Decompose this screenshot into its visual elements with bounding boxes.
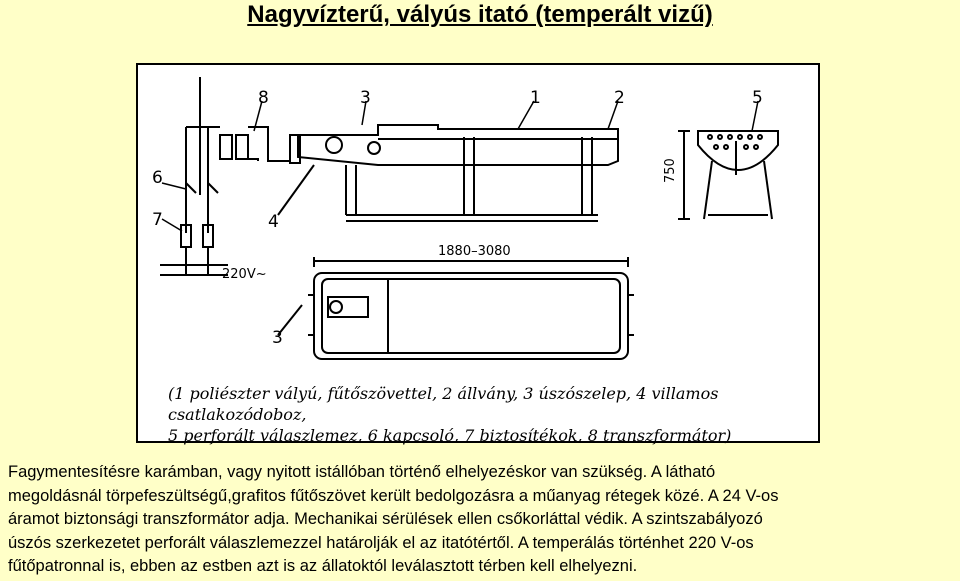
label-3-top: 3 xyxy=(360,88,371,108)
label-8: 8 xyxy=(258,88,269,108)
label-4: 4 xyxy=(268,212,279,232)
dimension-height: 750 xyxy=(663,158,678,183)
label-6: 6 xyxy=(152,168,163,188)
label-2: 2 xyxy=(614,88,625,108)
caption-line-2: 5 perforált válaszlemez, 6 kapcsoló, 7 biztosítékok, 8 transzformátor) xyxy=(168,426,732,445)
caption-line-1: (1 poliészter vályú, fűtőszövettel, 2 állvány, 3 úszószelep, 4 villamos csatlakozódoboz, xyxy=(168,384,719,424)
body-line-4: úszós szerkezetet perforált válaszlemezzel határolják el az itatótértől. A temperálás történhet 220 V-os xyxy=(8,533,754,552)
body-paragraph xyxy=(8,461,956,579)
trough-side-view xyxy=(298,125,618,221)
part-labels xyxy=(152,88,763,348)
figure-caption xyxy=(168,383,808,446)
technical-drawing xyxy=(136,63,820,443)
label-5: 5 xyxy=(752,88,763,108)
dimension-length: 1880–3080 xyxy=(438,244,511,259)
body-line-5: fűtőpatronnal is, ebben az estben azt is az állatoktól leválasztott térben kell elhelyezni. xyxy=(8,557,638,576)
label-7: 7 xyxy=(152,210,163,230)
trough-end-view xyxy=(678,131,778,219)
body-line-3: áramot biztonsági transzformátor adja. Mechanikai sérülések ellen csőkorláttal védik. A szintszabályozó xyxy=(8,510,763,529)
label-3-bottom: 3 xyxy=(272,328,283,348)
page-title: Nagyvízterű, vályús itató (temperált vizű) xyxy=(247,1,713,28)
trough-top-view xyxy=(278,165,634,359)
body-line-2: megoldásnál törpefeszültségű,grafitos fűtőszövet került bedolgozásra a műanyag rétegek közé. A 24 V-os xyxy=(8,486,779,505)
label-1: 1 xyxy=(530,88,541,108)
circuit-wiring xyxy=(160,77,300,275)
voltage-label: 220V~ xyxy=(222,267,267,282)
body-line-1: Fagymentesítésre karámban, vagy nyitott istállóban történő elhelyezéskor van szükség. A látható xyxy=(8,463,716,481)
